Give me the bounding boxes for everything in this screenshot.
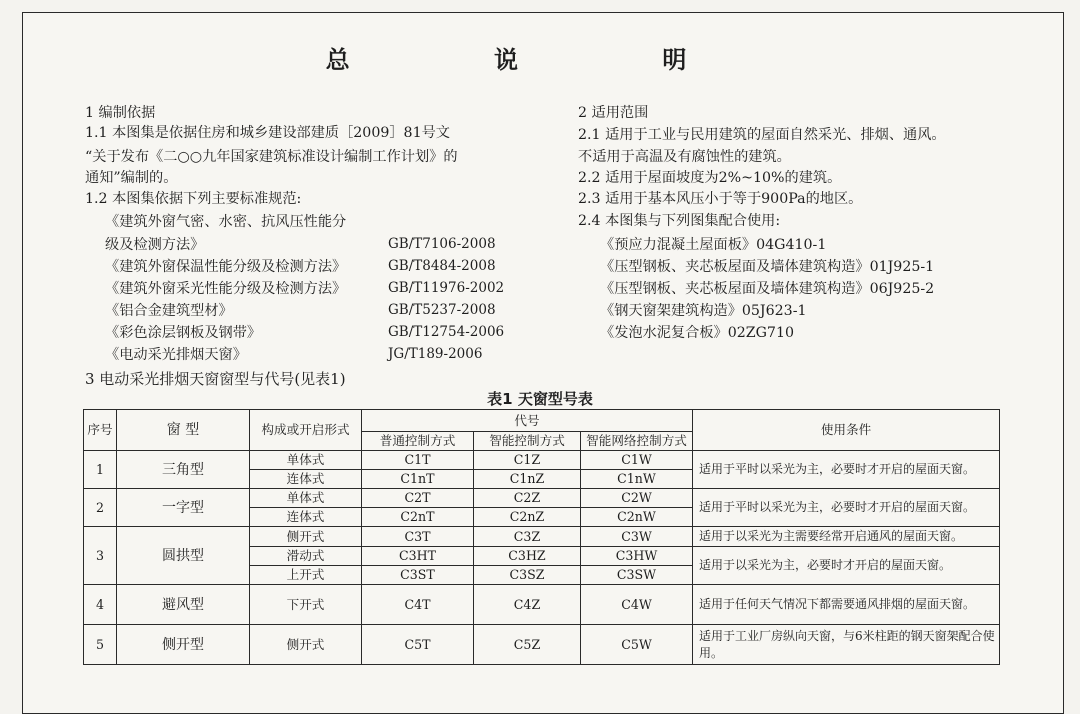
paragraph-2-4: 2.4 本图集与下列图集配合使用:: [578, 213, 781, 229]
cell-network: C2nW: [581, 508, 693, 527]
cell-no: 2: [84, 489, 117, 527]
cell-no: 5: [84, 625, 117, 665]
cell-form: 连体式: [250, 470, 362, 489]
table-row: [84, 451, 1000, 470]
standard-1-name-line-2: 级及检测方法》: [105, 237, 205, 253]
cell-normal: C1nT: [362, 470, 474, 489]
cell-type: 一字型: [117, 489, 250, 527]
cell-normal: C3HT: [362, 547, 474, 566]
cell-smart: C3HZ: [474, 547, 581, 566]
atlas-1: 《预应力混凝土屋面板》04G410-1: [600, 237, 827, 253]
standard-5-name: 《彩色涂层钢板及钢带》: [105, 325, 262, 341]
standard-5-code: GB/T12754-2006: [388, 324, 505, 340]
cell-use: 适用于以采光为主需要经常开启通风的屋面天窗。: [693, 527, 1000, 547]
cell-form: 单体式: [250, 489, 362, 508]
cell-smart: C2nZ: [474, 508, 581, 527]
paragraph-1-1-line-1: 1.1 本图集是依据住房和城乡建设部建质［2009］81号文: [85, 125, 450, 141]
header-normal: 普通控制方式: [362, 432, 474, 451]
section-3-heading: 3 电动采光排烟天窗窗型与代号(见表1): [85, 370, 346, 388]
cell-smart: C2Z: [474, 489, 581, 508]
cell-network: C5W: [581, 625, 693, 665]
header-smart: 智能控制方式: [474, 432, 581, 451]
cell-network: C2W: [581, 489, 693, 508]
header-type: 窗 型: [117, 410, 250, 451]
cell-normal: C2nT: [362, 508, 474, 527]
header-network: 智能网络控制方式: [581, 432, 693, 451]
cell-smart: C1Z: [474, 451, 581, 470]
cell-type: 侧开型: [117, 625, 250, 665]
paragraph-2-1-line-1: 2.1 适用于工业与民用建筑的屋面自然采光、排烟、通风。: [578, 127, 946, 143]
cell-smart: C3SZ: [474, 566, 581, 585]
cell-network: C3W: [581, 527, 693, 547]
cell-no: 3: [84, 527, 117, 585]
cell-use: 适用于平时以采光为主，必要时才开启的屋面天窗。: [693, 451, 1000, 489]
table-row: [84, 625, 1000, 665]
table-header-row: [84, 410, 1000, 432]
cell-form: 侧开式: [250, 625, 362, 665]
standard-1-name-line-1: 《建筑外窗气密、水密、抗风压性能分: [105, 214, 347, 230]
header-no: 序号: [84, 410, 117, 451]
cell-normal: C1T: [362, 451, 474, 470]
cell-type: 圆拱型: [117, 527, 250, 585]
paragraph-1-1-line-2: “关于发布《二○○九年国家建筑标准设计编制工作计划》的: [85, 149, 458, 165]
cell-use: 适用于工业厂房纵向天窗，与6米柱距的钢天窗架配合使用。: [693, 625, 1000, 665]
cell-network: C4W: [581, 585, 693, 625]
paragraph-2-3: 2.3 适用于基本风压小于等于900Pa的地区。: [578, 191, 863, 207]
table-row: [84, 527, 1000, 547]
cell-use: 适用于以采光为主，必要时才开启的屋面天窗。: [693, 547, 1000, 585]
atlas-2: 《压型钢板、夹芯板屋面及墙体建筑构造》01J925-1: [600, 259, 935, 275]
cell-normal: C2T: [362, 489, 474, 508]
section-2-heading: 2 适用范围: [578, 105, 649, 121]
atlas-5: 《发泡水泥复合板》02ZG710: [600, 325, 795, 341]
cell-type: 避风型: [117, 585, 250, 625]
cell-smart: C4Z: [474, 585, 581, 625]
cell-form: 上开式: [250, 566, 362, 585]
paragraph-2-2: 2.2 适用于屋面坡度为2%~10%的建筑。: [578, 170, 842, 186]
cell-form: 单体式: [250, 451, 362, 470]
cell-smart: C1nZ: [474, 470, 581, 489]
cell-normal: C3T: [362, 527, 474, 547]
cell-normal: C4T: [362, 585, 474, 625]
cell-use: 适用于任何天气情况下都需要通风排烟的屋面天窗。: [693, 585, 1000, 625]
table-caption: 表1 天窗型号表: [487, 390, 593, 408]
paragraph-2-1-line-2: 不适用于高温及有腐蚀性的建筑。: [578, 149, 791, 165]
cell-network: C3HW: [581, 547, 693, 566]
paragraph-1-2: 1.2 本图集依据下列主要标准规范:: [85, 191, 302, 207]
cell-no: 1: [84, 451, 117, 489]
atlas-4: 《钢天窗架建筑构造》05J623-1: [600, 303, 807, 319]
standard-3-code: GB/T11976-2002: [388, 280, 505, 296]
standard-4-code: GB/T5237-2008: [388, 302, 496, 318]
cell-smart: C5Z: [474, 625, 581, 665]
header-form: 构成或开启形式: [250, 410, 362, 451]
standard-4-name: 《铝合金建筑型材》: [105, 303, 233, 319]
standard-2-code: GB/T8484-2008: [388, 258, 496, 274]
section-1-heading: 1 编制依据: [85, 105, 156, 121]
window-type-table: [83, 409, 1000, 665]
cell-type: 三角型: [117, 451, 250, 489]
cell-no: 4: [84, 585, 117, 625]
cell-normal: C5T: [362, 625, 474, 665]
standard-6-name: 《电动采光排烟天窗》: [105, 347, 247, 363]
paragraph-1-1-line-3: 通知”编制的。: [85, 170, 178, 186]
cell-normal: C3ST: [362, 566, 474, 585]
cell-form: 下开式: [250, 585, 362, 625]
standard-6-code: JG/T189-2006: [388, 346, 483, 362]
header-code: 代号: [362, 410, 693, 432]
table-row: [84, 585, 1000, 625]
standard-1-code: GB/T7106-2008: [388, 236, 496, 252]
cell-form: 滑动式: [250, 547, 362, 566]
cell-network: C1nW: [581, 470, 693, 489]
header-use: 使用条件: [693, 410, 1000, 451]
table-row: [84, 489, 1000, 508]
atlas-3: 《压型钢板、夹芯板屋面及墙体建筑构造》06J925-2: [600, 281, 935, 297]
cell-form: 侧开式: [250, 527, 362, 547]
cell-network: C1W: [581, 451, 693, 470]
cell-network: C3SW: [581, 566, 693, 585]
standard-2-name: 《建筑外窗保温性能分级及检测方法》: [105, 259, 347, 275]
page-title: 总 说 明: [325, 46, 755, 74]
cell-use: 适用于平时以采光为主，必要时才开启的屋面天窗。: [693, 489, 1000, 527]
cell-form: 连体式: [250, 508, 362, 527]
cell-smart: C3Z: [474, 527, 581, 547]
standard-3-name: 《建筑外窗采光性能分级及检测方法》: [105, 281, 347, 297]
